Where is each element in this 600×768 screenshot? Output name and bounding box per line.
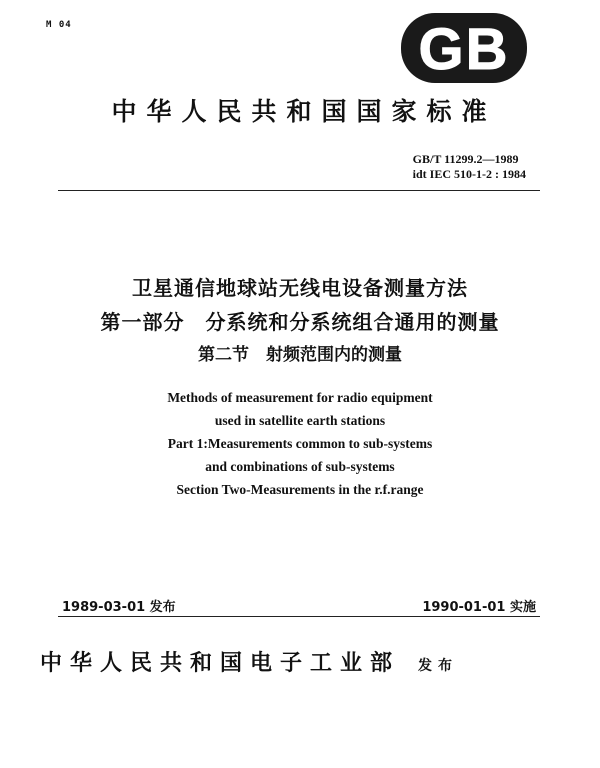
chinese-title-line-3: 第二节 射频范围内的测量: [198, 345, 402, 365]
publisher-name: 中华人民共和国电子工业部: [40, 651, 401, 676]
chinese-title-line-2: 第一部分 分系统和分系统组合通用的测量: [100, 310, 500, 334]
effective-date: 1990-01-01 实施: [422, 600, 536, 615]
standard-number: GB/T 11299.2—1989: [412, 152, 519, 166]
publish-action: 发布: [418, 658, 459, 674]
english-title: [0, 386, 600, 501]
chinese-title-line-1: 卫星通信地球站无线电设备测量方法: [132, 276, 468, 300]
gb-logo: [400, 12, 528, 84]
equivalent-standard: idt IEC 510-1-2 : 1984: [412, 167, 526, 181]
english-title-line-1: Methods of measurement for radio equipment: [167, 390, 433, 405]
english-title-line-4: and combinations of sub-systems: [205, 459, 395, 474]
bottom-divider: [58, 616, 540, 617]
issue-date: 1989-03-01 发布: [62, 600, 176, 615]
organization-title: 中华人民共和国国家标准: [111, 97, 497, 126]
publisher-line: [40, 646, 560, 677]
top-divider: [58, 190, 540, 191]
standard-number-block: [413, 152, 526, 182]
english-title-line-2: used in satellite earth stations: [214, 413, 386, 428]
gb-logo-text: GB: [418, 17, 510, 82]
english-title-line-5: Section Two-Measurements in the r.f.range: [176, 482, 424, 497]
english-title-line-3: Part 1:Measurements common to sub-systems: [167, 436, 433, 451]
classification-code: M 04: [46, 20, 72, 30]
